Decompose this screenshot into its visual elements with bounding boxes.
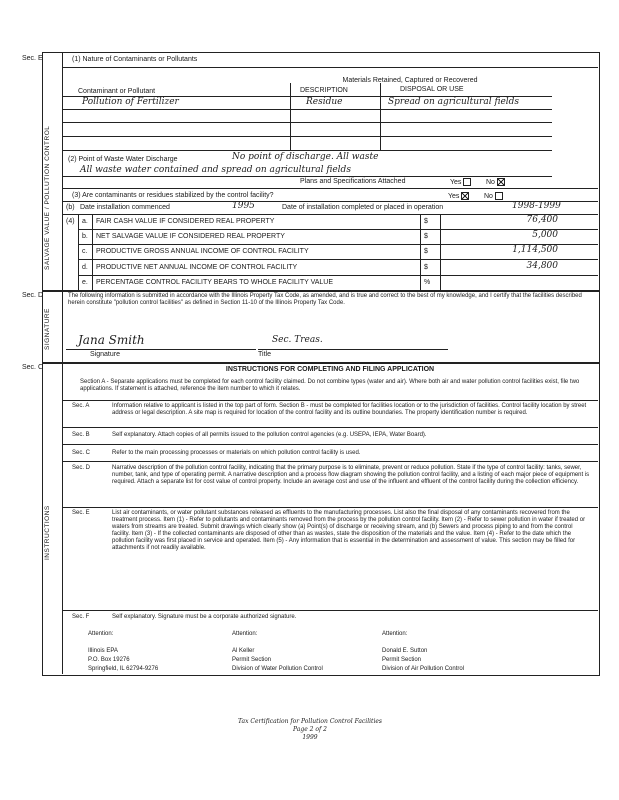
instr-text-b: Self explanatory. Attach copies of all permits issued to the pollution control agencies (e.g. USEPA, IEPA, Water Board). [112, 432, 427, 438]
instr-text-d: Narrative description of the pollution control facility, indicating that the primary purpose is to eliminate, prevent or reduce pollution. State if the type of control facility: tanks, sewer, number, tank, and type of operating permit. A narrative description and a process flow diagram showing the pollution control facility, and a listing of each major piece of equipment is required. Attach a separate list for cost value of control property. Include an average cost and use of the influent and effluent of the control facility during the collection efficiency. [112, 465, 590, 485]
q3b-value2: 1998-1999 [512, 201, 561, 211]
instructions-intro: Section A - Separate applications must be completed for each control facility claimed. Do not combine types (water and air). Where both air and water pollution control facilities exist, file two applications. If statement is attached, reference the item number to which it relates. [80, 379, 580, 392]
address-3: Attention: Donald E. Sutton Permit Section Division of Air Pollution Control [382, 631, 465, 672]
instr-label-b: Sec. B [72, 432, 90, 438]
instr-text-e: List air contaminants, or water pollutant substances released as effluents to the manufacturing processes. List also the final disposal of any contaminants recovered from the treatment process. Item (1) - Refer to pollutants and contaminants removed from the process by the pollution control facility. Item (2) - Refer to sewer pollution in water if treated or waters from streams are treated. Submit drawings which clearly show (a) Point(s) of discharge or receiving stream, and (b) Sewers and process piping to and from the control facility. Item (3) - If the collected contaminants are disposed of other than as wastes, state the disposition of the materials and the value. Item (4) - Refer to the date which the pollution facility was first placed in service and operated. Item (5) - Any information that is essential in the determination and assessment of value. This section may be filled for attachments if not readily available. [112, 510, 586, 551]
row-e-text: PERCENTAGE CONTROL FACILITY BEARS TO WHOLE FACILITY VALUE [96, 279, 334, 286]
item1-label: (1) Nature of Contaminants or Pollutants [72, 56, 198, 63]
row-c-text: PRODUCTIVE GROSS ANNUAL INCOME OF CONTROL FACILITY [96, 248, 309, 255]
instr-label-a: Sec. A [72, 403, 90, 409]
q3a-text: (3) Are contaminants or residues stabilized by the control facility? [72, 192, 274, 199]
instr-label-f: Sec. F [72, 614, 90, 620]
q3b-value: 1995 [232, 201, 255, 211]
q3b-text: Date installation commenced [80, 204, 170, 211]
row-d-letter: d. [82, 264, 88, 271]
title-label: Title [258, 351, 271, 358]
footer-line2: Page 2 of 2 [293, 726, 327, 733]
plans-no[interactable]: No [486, 178, 505, 187]
plans-yes-checkbox[interactable] [463, 178, 471, 186]
q3a-yes-checkbox[interactable] [461, 192, 469, 200]
instr-text-c: Refer to the main processing processes or materials on which pollution control facility is used. [112, 450, 361, 456]
row1-disposal: Spread on agricultural fields [388, 97, 520, 107]
row-e-unit: % [424, 279, 431, 286]
instr-label-d: Sec. D [72, 465, 91, 471]
sec-d-label: Sec. D [22, 292, 44, 299]
row-d-text: PRODUCTIVE NET ANNUAL INCOME OF CONTROL FACILITY [96, 264, 298, 271]
instr-label-c: Sec. C [72, 450, 91, 456]
instr-text-f: Self explanatory. Signature must be a corporate authorized signature. [112, 614, 297, 620]
row-b-text: NET SALVAGE VALUE IF CONSIDERED REAL PROPERTY [96, 233, 285, 240]
row-c-letter: c. [82, 248, 88, 255]
row-a-letter: a. [82, 218, 88, 225]
q4-label: (4) [66, 218, 75, 225]
row-c-unit: $ [424, 248, 428, 255]
plans-attached-label: Plans and Specifications Attached [300, 178, 406, 185]
instr-label-e: Sec. E [72, 510, 90, 516]
q3a-no[interactable]: No [484, 192, 503, 201]
footer-line1: Tax Certification for Pollution Control Facilities [237, 718, 383, 725]
q3a-yes[interactable]: Yes [448, 192, 469, 201]
sec-c-side-label: INSTRUCTIONS [44, 505, 51, 560]
instr-text-a: Information relative to applicant is listed in the top part of form. Section B - must be completed for facilities location or to the jurisdiction of facilities. Control facility location by street address or legal description. A site map is required for location of the control facility and its outline boundaries. The property identification number is required. [112, 403, 587, 416]
row1-contaminant: Pollution of Fertilizer [82, 97, 179, 107]
row-a-value: 76,400 [526, 215, 558, 225]
address-2: Attention: Al Keller Permit Section Division of Water Pollution Control [232, 631, 323, 672]
sec-d-side-label: SIGNATURE [44, 308, 51, 350]
signature-value: Jana Smith [78, 333, 145, 347]
row-b-letter: b. [82, 233, 88, 240]
sec-e-side-label: SALVAGE VALUE / POLLUTION CONTROL [44, 125, 51, 270]
col-contaminant: Contaminant or Pollutant [78, 88, 156, 95]
sec-d-statement: The following information is submitted in accordance with the Illinois Property Tax Code, as amended, and is true and correct to the best of my knowledge, and I certify that the facilities described herein constitute "pollution control facilities" as defined in Section 11-10 of the Illinois Property Tax Code. [68, 293, 582, 306]
row-b-unit: $ [424, 233, 428, 240]
footer-line3: 1999 [302, 734, 318, 741]
q3b-text2: Date of installation completed or placed in operation [282, 204, 444, 211]
footer [200, 718, 420, 742]
row-c-value: 1,114,500 [512, 245, 558, 255]
instructions-heading: INSTRUCTIONS FOR COMPLETING AND FILING APPLICATION [225, 366, 435, 373]
item2-value-line1: No point of discharge. All waste [232, 152, 379, 162]
col-description: DESCRIPTION [300, 87, 348, 94]
title-value: Sec. Treas. [272, 335, 323, 345]
row-e-letter: e. [82, 279, 88, 286]
plans-yes[interactable]: Yes [450, 178, 471, 187]
sec-e-label: Sec. E [22, 55, 43, 62]
row-a-text: FAIR CASH VALUE IF CONSIDERED REAL PROPERTY [96, 218, 275, 225]
row-d-unit: $ [424, 264, 428, 271]
signature-label: Signature [90, 351, 120, 358]
col-disposal: DISPOSAL OR USE [400, 86, 464, 93]
item2-value-line2: All waste water contained and spread on agricultural fields [80, 165, 351, 175]
row-a-unit: $ [424, 218, 428, 225]
plans-no-checkbox[interactable] [497, 178, 505, 186]
row-d-value: 34,800 [526, 261, 558, 271]
address-1: Attention: Illinois EPA P.O. Box 19276 Springfield, IL 62794-9276 [88, 631, 159, 672]
row-b-value: 5,000 [532, 230, 558, 240]
materials-header: Materials Retained, Captured or Recovered [342, 77, 478, 84]
sec-c-label: Sec. C [22, 364, 44, 371]
row1-description: Residue [306, 97, 343, 107]
q3b-label: (b) [66, 204, 75, 211]
item2-label: (2) Point of Waste Water Discharge [68, 156, 178, 163]
q3a-no-checkbox[interactable] [495, 192, 503, 200]
